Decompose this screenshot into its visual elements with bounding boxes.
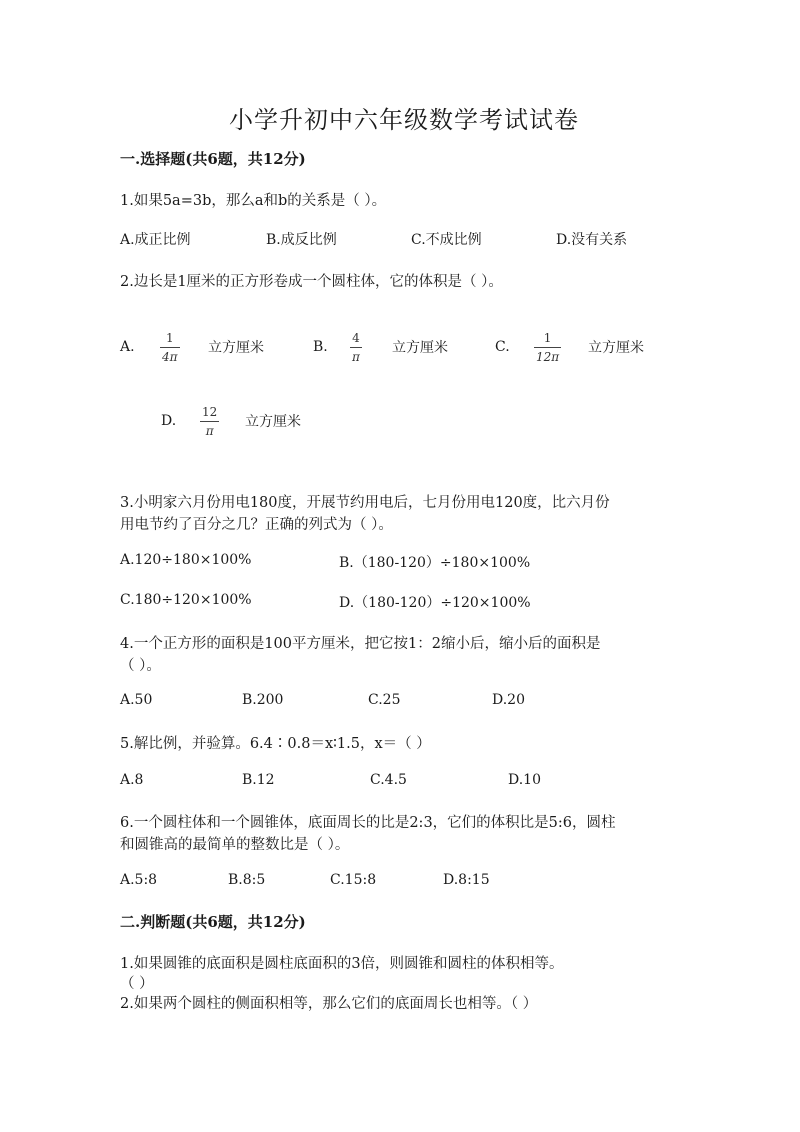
question-6-stem-line-1: 6.一个圆柱体和一个圆锥体，底面周长的比是2:3，它们的体积比是5:6，圆柱 (120, 815, 616, 831)
question-2-option-d-unit: 立方厘米 (245, 414, 301, 430)
question-2-option-b-fraction (350, 331, 362, 364)
question-5-option-d: D.10 (508, 772, 541, 788)
question-6-option-b: B.8:5 (228, 872, 266, 888)
fraction-denominator: 12π (536, 350, 560, 364)
section-heading-true-false: 二.判断题(共6题，共12分) (120, 913, 306, 931)
question-6-option-d: D.8:15 (443, 872, 490, 888)
question-1-option-d: D.没有关系 (556, 232, 628, 248)
fraction-numerator: 4 (352, 331, 360, 345)
fraction-denominator: π (352, 350, 360, 364)
question-5-stem: 5.解比例，并验算。6.4∶0.8＝x∶1.5，x＝（ ） (120, 736, 431, 752)
question-3-option-d: D.（180-120）÷120×100% (339, 595, 531, 611)
question-4-stem-line-2: （ ）。 (120, 658, 161, 674)
question-4-option-c: C.25 (368, 692, 401, 708)
tf-question-1-stem-line-2: （ ） (120, 976, 154, 992)
question-1-stem: 1.如果5a=3b，那么a和b的关系是（ ）。 (120, 193, 387, 209)
question-3-stem-line-1: 3.小明家六月份用电180度，开展节约用电后，七月份用电120度，比六月份 (120, 495, 610, 511)
question-1-option-b: B.成反比例 (266, 232, 337, 248)
fraction-bar (160, 347, 180, 348)
question-4-option-a: A.50 (120, 692, 153, 708)
question-2-option-b-letter: B. (313, 339, 328, 355)
question-3-option-a: A.120÷180×100% (120, 552, 252, 568)
question-2-option-c-fraction (534, 331, 561, 364)
fraction-bar (350, 347, 362, 348)
question-2-option-a-unit: 立方厘米 (208, 340, 264, 356)
question-4-stem-line-1: 4.一个正方形的面积是100平方厘米，把它按1：2缩小后，缩小后的面积是 (120, 636, 601, 652)
fraction-bar (534, 347, 561, 348)
question-2-option-d-letter: D. (161, 413, 177, 429)
fraction-numerator: 1 (543, 331, 552, 345)
question-2-option-c-unit: 立方厘米 (588, 340, 644, 356)
question-4-option-d: D.20 (492, 692, 525, 708)
fraction-denominator: 4π (162, 350, 178, 364)
question-6-option-a: A.5:8 (120, 872, 158, 888)
tf-question-1-stem-line-1: 1.如果圆锥的底面积是圆柱底面积的3倍，则圆锥和圆柱的体积相等。 (120, 956, 564, 972)
question-1-option-a: A.成正比例 (120, 232, 191, 248)
fraction-numerator: 12 (202, 405, 218, 419)
question-2-option-c-letter: C. (495, 339, 510, 355)
section-heading-choice: 一.选择题(共6题，共12分) (120, 150, 306, 168)
fraction-bar (200, 421, 219, 422)
question-2-option-b-unit: 立方厘米 (392, 340, 448, 356)
question-2-stem: 2.边长是1厘米的正方形卷成一个圆柱体，它的体积是（ ）。 (120, 274, 503, 290)
question-2-option-a-letter: A. (120, 339, 135, 355)
question-6-option-c: C.15:8 (330, 872, 377, 888)
tf-question-2-stem: 2.如果两个圆柱的侧面积相等，那么它们的底面周长也相等。（ ） (120, 996, 538, 1012)
question-2-option-a-fraction (160, 331, 180, 364)
question-3-option-c: C.180÷120×100% (120, 592, 252, 608)
question-2-option-d-fraction (200, 405, 219, 438)
page-title: 小学升初中六年级数学考试试卷 (229, 106, 579, 134)
question-3-stem-line-2: 用电节约了百分之几？正确的列式为（ ）。 (120, 517, 393, 533)
question-6-stem-line-2: 和圆锥高的最简单的整数比是（ ）。 (120, 837, 350, 853)
question-5-option-b: B.12 (242, 772, 275, 788)
question-1-option-c: C.不成比例 (411, 232, 482, 248)
fraction-numerator: 1 (165, 331, 174, 345)
question-4-option-b: B.200 (242, 692, 284, 708)
question-5-option-c: C.4.5 (370, 772, 407, 788)
fraction-denominator: π (205, 424, 214, 438)
question-5-option-a: A.8 (120, 772, 144, 788)
question-3-option-b: B.（180-120）÷180×100% (339, 555, 531, 571)
